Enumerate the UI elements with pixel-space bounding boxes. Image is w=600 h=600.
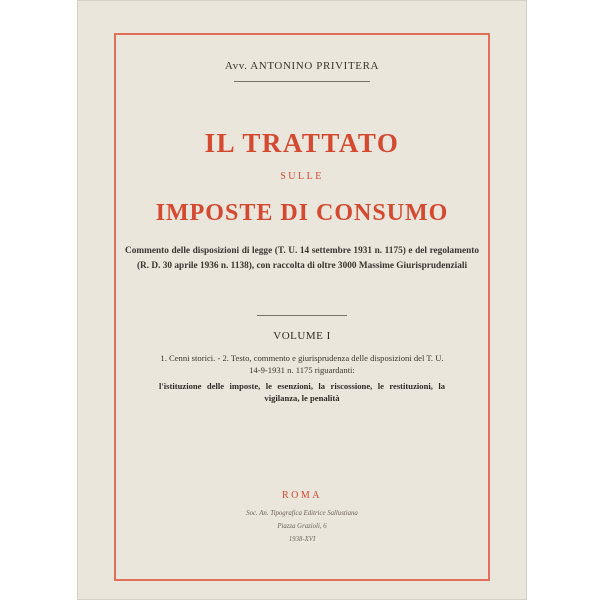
divider-top [234,81,370,82]
divider-middle [257,315,347,316]
imprint-city: ROMA [281,490,322,501]
book-title-page [77,0,527,600]
author-name: Avv. ANTONINO PRIVITERA [224,60,380,72]
contents-topics: l'istituzione delle imposte, le esenzioni, la riscossione, le restituzioni, la vigilanza, le penalità [159,381,445,403]
imprint-address: Piazza Grazioli, 6 [277,523,327,530]
imprint-publisher: Soc. An. Tipografica Editrice Sallustiana [246,510,358,517]
imprint-date: 1938-XVI [288,536,316,543]
volume-label: VOLUME I [273,330,331,342]
title-main: IL TRATTATO [204,128,400,158]
subtitle-description: Commento delle disposizioni di legge (T. U. 14 settembre 1931 n. 1175) e del regolamento (R. D. 30 aprile 1936 n. 1138), con raccolta di oltre 3000 Massime Giurisprudenziali [125,246,479,271]
title-secondary: IMPOSTE DI CONSUMO [155,200,449,226]
title-connector: SULLE [280,171,324,182]
contents-intro: 1. Cenni storici. - 2. Testo, commento e giurisprudenza delle disposizioni del T. U. 14-9-1931 n. 1175 riguardanti: [160,353,444,375]
